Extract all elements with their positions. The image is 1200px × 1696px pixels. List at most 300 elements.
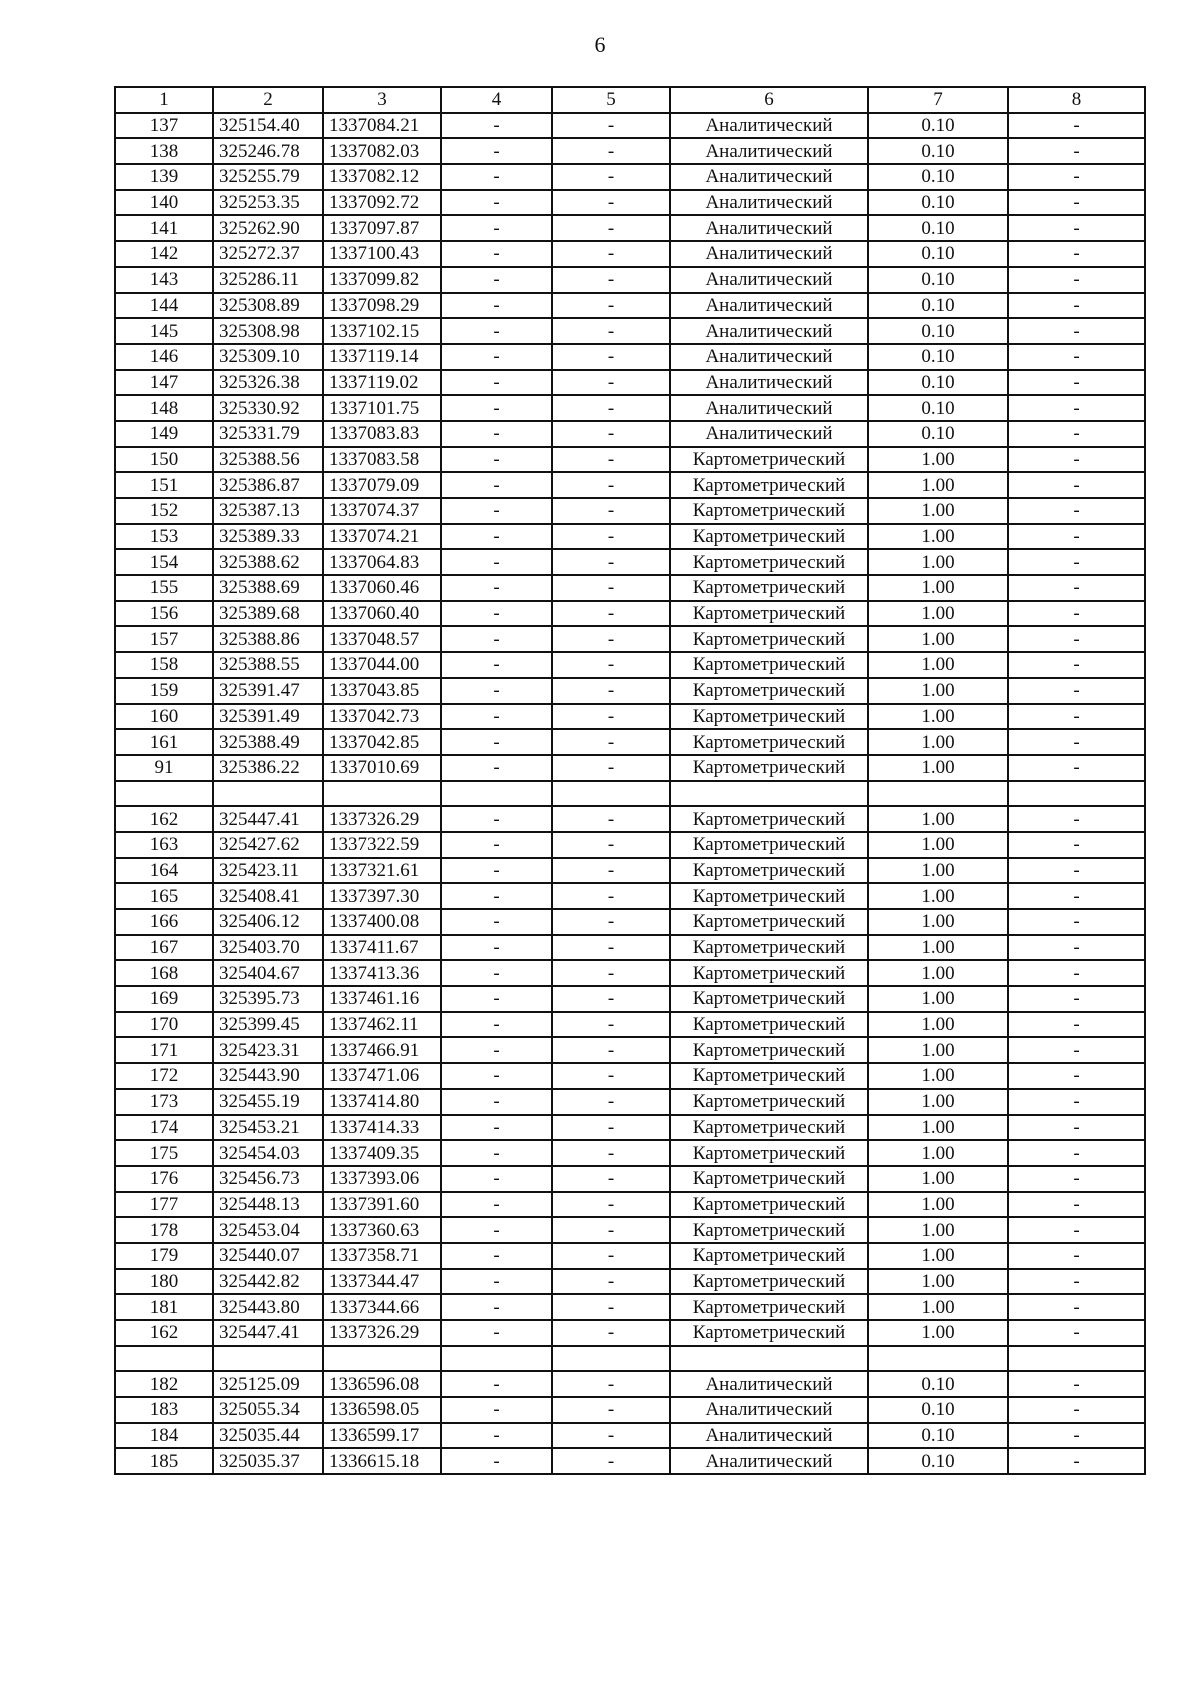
column-5-cell: - [552,215,670,241]
method-cell: Картометрический [670,960,868,986]
coordinate-y-cell: 1337471.06 [323,1063,441,1089]
column-4-cell: - [441,138,552,164]
table-row [115,1063,1145,1089]
coordinate-y-cell: 1337344.66 [323,1294,441,1320]
column-5-cell: - [552,626,670,652]
column-8-cell: - [1008,524,1145,550]
column-8-cell: - [1008,549,1145,575]
column-4-cell: - [441,498,552,524]
column-4-cell: - [441,472,552,498]
coordinate-y-cell: 1337101.75 [323,395,441,421]
accuracy-cell: 0.10 [868,1448,1008,1474]
coordinate-x-cell: 325453.21 [213,1115,323,1141]
coordinate-y-cell: 1337083.58 [323,447,441,473]
point-number-cell: 140 [115,190,213,216]
column-5-cell: - [552,935,670,961]
column-8-cell: - [1008,626,1145,652]
coordinate-x-cell: 325456.73 [213,1166,323,1192]
coordinate-x-cell: 325125.09 [213,1371,323,1397]
coordinate-y-cell: 1337344.47 [323,1269,441,1295]
accuracy-cell: 1.00 [868,935,1008,961]
column-4-cell: - [441,1192,552,1218]
table-row [115,1140,1145,1166]
coordinate-y-cell: 1337042.85 [323,729,441,755]
method-cell: Картометрический [670,755,868,781]
column-5-cell: - [552,729,670,755]
coordinate-y-cell: 1337097.87 [323,215,441,241]
column-4-cell: - [441,883,552,909]
table-row [115,1115,1145,1141]
method-cell: Картометрический [670,1269,868,1295]
point-number-cell: 150 [115,447,213,473]
point-number-cell: 164 [115,858,213,884]
accuracy-cell: 1.00 [868,626,1008,652]
coordinate-x-cell: 325388.49 [213,729,323,755]
column-header-7: 7 [868,87,1008,113]
coordinate-y-cell: 1337098.29 [323,293,441,319]
table-row [115,883,1145,909]
point-number-cell: 151 [115,472,213,498]
method-cell: Картометрический [670,883,868,909]
method-cell: Картометрический [670,1089,868,1115]
method-cell: Аналитический [670,215,868,241]
column-header-3: 3 [323,87,441,113]
column-5-cell: - [552,549,670,575]
accuracy-cell: 1.00 [868,986,1008,1012]
point-number-cell: 185 [115,1448,213,1474]
coordinate-y-cell: 1337358.71 [323,1243,441,1269]
method-cell: Аналитический [670,241,868,267]
accuracy-cell: 0.10 [868,344,1008,370]
method-cell: Картометрический [670,1063,868,1089]
coordinate-x-cell: 325255.79 [213,164,323,190]
coordinate-x-cell: 325035.37 [213,1448,323,1474]
coordinate-y-cell: 1337083.83 [323,421,441,447]
column-5-cell: - [552,1243,670,1269]
accuracy-cell: 1.00 [868,1243,1008,1269]
column-4-cell: - [441,704,552,730]
table-row [115,1037,1145,1063]
coordinate-y-cell: 1337060.46 [323,575,441,601]
column-4-cell: - [441,395,552,421]
column-4-cell: - [441,293,552,319]
coordinate-x-cell: 325035.44 [213,1423,323,1449]
accuracy-cell: 0.10 [868,1371,1008,1397]
column-5-cell: - [552,524,670,550]
column-header-8: 8 [1008,87,1145,113]
column-4-cell: - [441,267,552,293]
column-header-1: 1 [115,87,213,113]
column-4-cell: - [441,215,552,241]
column-5-cell: - [552,1063,670,1089]
method-cell: Картометрический [670,601,868,627]
column-5-cell: - [552,1037,670,1063]
coordinate-x-cell: 325389.68 [213,601,323,627]
column-4-cell: - [441,1423,552,1449]
method-cell: Картометрический [670,704,868,730]
table-row [115,318,1145,344]
table-row [115,1294,1145,1320]
column-8-cell: - [1008,395,1145,421]
coordinate-x-cell: 325423.31 [213,1037,323,1063]
coordinate-y-cell: 1337043.85 [323,678,441,704]
table-row [115,421,1145,447]
accuracy-cell: 1.00 [868,1012,1008,1038]
column-8-cell: - [1008,1320,1145,1346]
coordinate-x-cell: 325443.80 [213,1294,323,1320]
coordinate-x-cell: 325404.67 [213,960,323,986]
column-5-cell: - [552,267,670,293]
accuracy-cell: 0.10 [868,421,1008,447]
coordinate-y-cell: 1336598.05 [323,1397,441,1423]
column-8-cell: - [1008,370,1145,396]
column-5-cell: - [552,1371,670,1397]
column-5-cell: - [552,344,670,370]
point-number-cell: 184 [115,1423,213,1449]
accuracy-cell: 1.00 [868,575,1008,601]
method-cell: Аналитический [670,370,868,396]
point-number-cell: 161 [115,729,213,755]
accuracy-cell: 1.00 [868,1115,1008,1141]
column-5-cell: - [552,652,670,678]
column-5-cell: - [552,806,670,832]
point-number-cell: 171 [115,1037,213,1063]
coordinate-x-cell: 325447.41 [213,806,323,832]
table-row [115,575,1145,601]
accuracy-cell: 1.00 [868,1217,1008,1243]
column-4-cell: - [441,1037,552,1063]
coordinate-x-cell: 325440.07 [213,1243,323,1269]
coordinate-y-cell: 1336596.08 [323,1371,441,1397]
column-4-cell: - [441,1012,552,1038]
table-row [115,1243,1145,1269]
accuracy-cell: 1.00 [868,1166,1008,1192]
table-row [115,755,1145,781]
column-5-cell: - [552,960,670,986]
coordinate-y-cell: 1337411.67 [323,935,441,961]
column-8-cell: - [1008,1089,1145,1115]
table-row [115,960,1145,986]
coordinate-y-cell: 1337082.03 [323,138,441,164]
coordinate-y-cell: 1337084.21 [323,113,441,139]
coordinate-x-cell: 325406.12 [213,909,323,935]
column-8-cell: - [1008,190,1145,216]
accuracy-cell: 0.10 [868,318,1008,344]
table-row [115,1448,1145,1474]
coordinate-y-cell: 1337414.33 [323,1115,441,1141]
column-8-cell: - [1008,935,1145,961]
coordinate-x-cell: 325331.79 [213,421,323,447]
column-4-cell: - [441,370,552,396]
coordinate-x-cell: 325309.10 [213,344,323,370]
method-cell: Картометрический [670,986,868,1012]
table-row [115,1371,1145,1397]
table-row [115,601,1145,627]
column-4-cell: - [441,1115,552,1141]
method-cell: Картометрический [670,1294,868,1320]
accuracy-cell: 1.00 [868,1269,1008,1295]
method-cell [670,781,868,807]
coordinate-x-cell: 325388.55 [213,652,323,678]
table-row [115,138,1145,164]
table-separator-row [115,781,1145,807]
coordinate-y-cell: 1337397.30 [323,883,441,909]
accuracy-cell: 1.00 [868,447,1008,473]
method-cell: Аналитический [670,1423,868,1449]
coordinate-x-cell: 325308.98 [213,318,323,344]
method-cell [670,1346,868,1372]
column-8-cell: - [1008,318,1145,344]
coordinate-x-cell: 325391.49 [213,704,323,730]
column-5-cell: - [552,858,670,884]
coordinate-x-cell [213,1346,323,1372]
accuracy-cell: 1.00 [868,1192,1008,1218]
point-number-cell [115,1346,213,1372]
column-8-cell: - [1008,1269,1145,1295]
method-cell: Аналитический [670,1397,868,1423]
column-5-cell: - [552,1089,670,1115]
method-cell: Аналитический [670,344,868,370]
column-5-cell: - [552,1115,670,1141]
column-8-cell: - [1008,1243,1145,1269]
column-5-cell: - [552,909,670,935]
accuracy-cell: 0.10 [868,190,1008,216]
method-cell: Картометрический [670,1140,868,1166]
column-4-cell [441,1346,552,1372]
column-8-cell: - [1008,832,1145,858]
coordinate-y-cell: 1337048.57 [323,626,441,652]
column-8-cell: - [1008,575,1145,601]
method-cell: Картометрический [670,1217,868,1243]
column-4-cell: - [441,755,552,781]
point-number-cell: 166 [115,909,213,935]
coordinate-x-cell: 325386.22 [213,755,323,781]
table-row [115,370,1145,396]
accuracy-cell [868,1346,1008,1372]
point-number-cell: 177 [115,1192,213,1218]
coordinate-y-cell: 1337010.69 [323,755,441,781]
column-8-cell: - [1008,1448,1145,1474]
coordinate-x-cell: 325391.47 [213,678,323,704]
column-8-cell: - [1008,1423,1145,1449]
table-header-row [115,87,1145,113]
accuracy-cell: 1.00 [868,498,1008,524]
column-5-cell: - [552,293,670,319]
method-cell: Картометрический [670,1012,868,1038]
table-row [115,626,1145,652]
table-row [115,806,1145,832]
coordinate-y-cell: 1337462.11 [323,1012,441,1038]
column-5-cell: - [552,1217,670,1243]
column-8-cell: - [1008,1140,1145,1166]
column-4-cell: - [441,1269,552,1295]
coordinate-x-cell: 325399.45 [213,1012,323,1038]
column-5-cell: - [552,1269,670,1295]
column-8-cell: - [1008,960,1145,986]
table-row [115,549,1145,575]
accuracy-cell: 1.00 [868,960,1008,986]
point-number-cell [115,781,213,807]
column-8-cell: - [1008,215,1145,241]
column-4-cell: - [441,1448,552,1474]
coordinate-y-cell: 1337092.72 [323,190,441,216]
coordinate-x-cell: 325272.37 [213,241,323,267]
column-8-cell: - [1008,1397,1145,1423]
method-cell: Аналитический [670,138,868,164]
column-4-cell: - [441,1063,552,1089]
coordinate-y-cell: 1337074.37 [323,498,441,524]
column-5-cell: - [552,832,670,858]
column-8-cell: - [1008,421,1145,447]
table-row [115,1012,1145,1038]
column-5-cell: - [552,1397,670,1423]
column-header-4: 4 [441,87,552,113]
coordinate-x-cell: 325403.70 [213,935,323,961]
column-5-cell: - [552,601,670,627]
column-5-cell: - [552,704,670,730]
coordinate-x-cell: 325448.13 [213,1192,323,1218]
column-5-cell: - [552,113,670,139]
accuracy-cell: 1.00 [868,524,1008,550]
table-row [115,1192,1145,1218]
column-4-cell: - [441,858,552,884]
coordinate-y-cell: 1337042.73 [323,704,441,730]
point-number-cell: 162 [115,806,213,832]
column-5-cell [552,1346,670,1372]
column-8-cell: - [1008,986,1145,1012]
accuracy-cell: 0.10 [868,241,1008,267]
coordinate-y-cell: 1337409.35 [323,1140,441,1166]
table-row [115,729,1145,755]
coordinate-x-cell: 325387.13 [213,498,323,524]
point-number-cell: 139 [115,164,213,190]
coordinate-x-cell: 325389.33 [213,524,323,550]
column-4-cell: - [441,1320,552,1346]
column-4-cell: - [441,678,552,704]
coordinate-x-cell: 325388.86 [213,626,323,652]
column-4-cell: - [441,524,552,550]
column-5-cell: - [552,1448,670,1474]
coordinate-x-cell: 325330.92 [213,395,323,421]
point-number-cell: 146 [115,344,213,370]
accuracy-cell: 1.00 [868,729,1008,755]
coordinate-y-cell: 1337400.08 [323,909,441,935]
coordinate-y-cell: 1337322.59 [323,832,441,858]
coordinate-x-cell: 325308.89 [213,293,323,319]
column-4-cell: - [441,421,552,447]
point-number-cell: 162 [115,1320,213,1346]
coordinate-x-cell [213,781,323,807]
column-8-cell: - [1008,1294,1145,1320]
table-row [115,858,1145,884]
column-5-cell: - [552,1423,670,1449]
method-cell: Картометрический [670,1037,868,1063]
table-row [115,472,1145,498]
point-number-cell: 91 [115,755,213,781]
coordinate-x-cell: 325427.62 [213,832,323,858]
column-5-cell: - [552,421,670,447]
accuracy-cell: 1.00 [868,909,1008,935]
point-number-cell: 141 [115,215,213,241]
table-body [115,113,1145,1474]
accuracy-cell: 0.10 [868,370,1008,396]
table-row [115,652,1145,678]
coordinate-x-cell: 325246.78 [213,138,323,164]
method-cell: Картометрический [670,832,868,858]
point-number-cell: 178 [115,1217,213,1243]
column-4-cell: - [441,113,552,139]
accuracy-cell: 1.00 [868,652,1008,678]
coordinate-y-cell: 1337064.83 [323,549,441,575]
method-cell: Картометрический [670,729,868,755]
accuracy-cell: 0.10 [868,215,1008,241]
column-4-cell [441,781,552,807]
column-5-cell: - [552,678,670,704]
coordinate-y-cell: 1337099.82 [323,267,441,293]
column-4-cell: - [441,1371,552,1397]
coordinate-x-cell: 325154.40 [213,113,323,139]
point-number-cell: 179 [115,1243,213,1269]
coordinate-y-cell [323,781,441,807]
method-cell: Аналитический [670,267,868,293]
column-8-cell: - [1008,652,1145,678]
method-cell: Аналитический [670,164,868,190]
column-4-cell: - [441,447,552,473]
accuracy-cell: 1.00 [868,1294,1008,1320]
column-5-cell: - [552,138,670,164]
accuracy-cell: 1.00 [868,1089,1008,1115]
point-number-cell: 143 [115,267,213,293]
column-5-cell: - [552,190,670,216]
column-8-cell: - [1008,883,1145,909]
column-8-cell: - [1008,1115,1145,1141]
table-row [115,1269,1145,1295]
point-number-cell: 182 [115,1371,213,1397]
column-4-cell: - [441,986,552,1012]
column-8-cell: - [1008,447,1145,473]
method-cell: Аналитический [670,318,868,344]
point-number-cell: 172 [115,1063,213,1089]
column-5-cell: - [552,1192,670,1218]
column-5-cell: - [552,164,670,190]
column-8-cell: - [1008,344,1145,370]
point-number-cell: 167 [115,935,213,961]
page-number: 6 [594,32,606,57]
table-row [115,1089,1145,1115]
method-cell: Картометрический [670,806,868,832]
point-number-cell: 176 [115,1166,213,1192]
table-row [115,935,1145,961]
table-row [115,113,1145,139]
accuracy-cell: 0.10 [868,1423,1008,1449]
point-number-cell: 173 [115,1089,213,1115]
table-row [115,293,1145,319]
accuracy-cell: 1.00 [868,704,1008,730]
column-4-cell: - [441,652,552,678]
coordinate-y-cell: 1336599.17 [323,1423,441,1449]
point-number-cell: 154 [115,549,213,575]
column-5-cell: - [552,755,670,781]
method-cell: Картометрический [670,678,868,704]
point-number-cell: 152 [115,498,213,524]
column-8-cell: - [1008,806,1145,832]
column-8-cell: - [1008,498,1145,524]
table-row [115,1166,1145,1192]
column-8-cell: - [1008,755,1145,781]
table-row [115,164,1145,190]
method-cell: Аналитический [670,395,868,421]
accuracy-cell: 0.10 [868,138,1008,164]
